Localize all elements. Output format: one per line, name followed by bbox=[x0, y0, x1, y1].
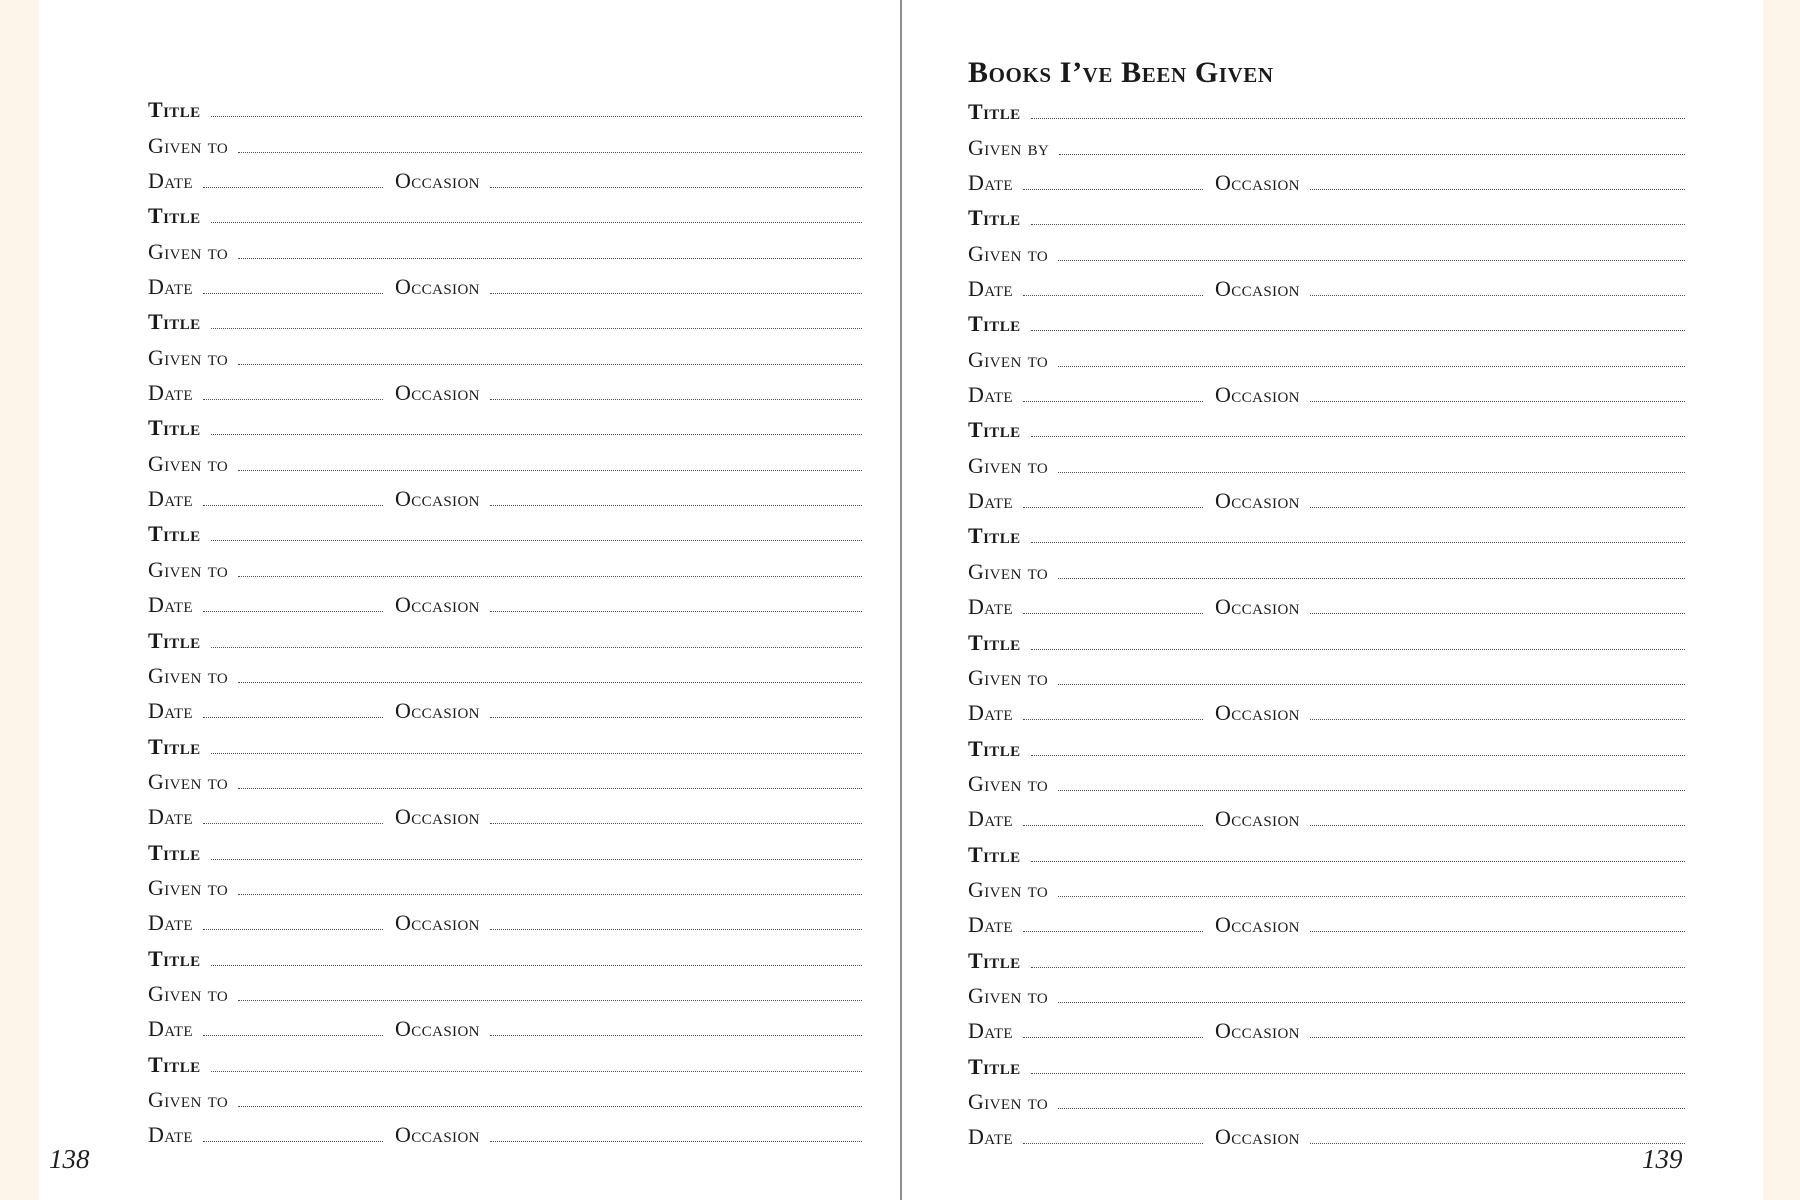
book-entry bbox=[968, 1042, 1685, 1148]
entry-date-occasion-row bbox=[968, 159, 1685, 194]
book-entry bbox=[148, 828, 862, 934]
given-label: Given to bbox=[968, 770, 1049, 796]
date-label: Date bbox=[968, 276, 1013, 302]
occasion-write-in-line bbox=[1310, 613, 1685, 614]
occasion-label: Occasion bbox=[394, 592, 480, 618]
given-label: Given to bbox=[968, 346, 1049, 372]
date-write-in-line bbox=[203, 399, 383, 400]
book-entry bbox=[148, 616, 862, 722]
entry-given-row bbox=[968, 654, 1685, 689]
page-number-right: 139 bbox=[1642, 1144, 1683, 1174]
entry-given-row bbox=[148, 333, 862, 368]
entry-given-row bbox=[148, 758, 862, 793]
occasion-label: Occasion bbox=[1214, 1124, 1300, 1150]
entry-date-occasion-row bbox=[968, 689, 1685, 724]
occasion-write-in-line bbox=[490, 293, 862, 294]
date-write-in-line bbox=[203, 187, 383, 188]
occasion-write-in-line bbox=[490, 929, 862, 930]
entry-date-occasion-row bbox=[148, 687, 862, 722]
entry-title-row bbox=[968, 406, 1685, 441]
occasion-label: Occasion bbox=[394, 168, 480, 194]
entry-given-row bbox=[148, 439, 862, 474]
given-write-in-line bbox=[238, 470, 862, 471]
given-write-in-line bbox=[1058, 472, 1685, 473]
page-number-left: 138 bbox=[49, 1144, 90, 1174]
occasion-label: Occasion bbox=[394, 698, 480, 724]
date-label: Date bbox=[968, 594, 1013, 620]
occasion-write-in-line bbox=[1310, 295, 1685, 296]
occasion-label: Occasion bbox=[394, 380, 480, 406]
occasion-write-in-line bbox=[490, 187, 862, 188]
title-write-in-line bbox=[211, 434, 862, 435]
entry-date-occasion-row bbox=[148, 793, 862, 828]
entry-title-row bbox=[148, 510, 862, 545]
title-write-in-line bbox=[1031, 330, 1685, 331]
entry-given-row bbox=[968, 866, 1685, 901]
date-label: Date bbox=[968, 170, 1013, 196]
date-label: Date bbox=[148, 804, 193, 830]
right-page-entries bbox=[968, 88, 1685, 1148]
title-write-in-line bbox=[211, 328, 862, 329]
title-write-in-line bbox=[211, 753, 862, 754]
title-label: Title bbox=[148, 733, 201, 759]
entry-title-row bbox=[968, 300, 1685, 335]
entry-title-row bbox=[148, 192, 862, 227]
left-page-entries bbox=[148, 86, 862, 1146]
date-write-in-line bbox=[203, 1035, 383, 1036]
date-label: Date bbox=[148, 910, 193, 936]
given-write-in-line bbox=[238, 894, 862, 895]
given-label: Given to bbox=[148, 238, 229, 264]
given-write-in-line bbox=[238, 576, 862, 577]
entry-given-row bbox=[968, 335, 1685, 370]
date-write-in-line bbox=[203, 505, 383, 506]
entry-date-occasion-row bbox=[968, 1113, 1685, 1148]
date-write-in-line bbox=[203, 717, 383, 718]
date-write-in-line bbox=[203, 611, 383, 612]
title-label: Title bbox=[148, 945, 201, 971]
given-label: Given to bbox=[148, 874, 229, 900]
given-label: Given to bbox=[968, 1088, 1049, 1114]
book-entry bbox=[968, 194, 1685, 300]
given-label: Given to bbox=[968, 240, 1049, 266]
title-label: Title bbox=[968, 205, 1021, 231]
title-write-in-line bbox=[211, 116, 862, 117]
occasion-label: Occasion bbox=[394, 804, 480, 830]
entry-given-row bbox=[148, 1076, 862, 1111]
date-write-in-line bbox=[1023, 931, 1203, 932]
occasion-label: Occasion bbox=[1214, 382, 1300, 408]
title-label: Title bbox=[148, 415, 201, 441]
given-label: Given to bbox=[148, 768, 229, 794]
date-label: Date bbox=[968, 488, 1013, 514]
occasion-write-in-line bbox=[1310, 825, 1685, 826]
given-label: Given to bbox=[148, 344, 229, 370]
occasion-label: Occasion bbox=[394, 486, 480, 512]
date-write-in-line bbox=[203, 929, 383, 930]
given-write-in-line bbox=[238, 1106, 862, 1107]
date-label: Date bbox=[148, 274, 193, 300]
occasion-write-in-line bbox=[490, 823, 862, 824]
entry-title-row bbox=[148, 722, 862, 757]
entry-title-row bbox=[968, 1042, 1685, 1077]
entry-given-row bbox=[968, 1078, 1685, 1113]
title-label: Title bbox=[148, 627, 201, 653]
book-entry bbox=[148, 404, 862, 510]
date-label: Date bbox=[148, 486, 193, 512]
occasion-label: Occasion bbox=[1214, 488, 1300, 514]
entry-given-row bbox=[148, 864, 862, 899]
occasion-label: Occasion bbox=[1214, 806, 1300, 832]
entry-date-occasion-row bbox=[148, 899, 862, 934]
entry-date-occasion-row bbox=[148, 1005, 862, 1040]
title-write-in-line bbox=[211, 540, 862, 541]
book-entry bbox=[148, 1040, 862, 1146]
date-label: Date bbox=[148, 1122, 193, 1148]
entry-date-occasion-row bbox=[148, 475, 862, 510]
date-write-in-line bbox=[1023, 1037, 1203, 1038]
occasion-write-in-line bbox=[490, 399, 862, 400]
entry-date-occasion-row bbox=[968, 265, 1685, 300]
date-label: Date bbox=[968, 1124, 1013, 1150]
entry-title-row bbox=[968, 512, 1685, 547]
given-write-in-line bbox=[1058, 1002, 1685, 1003]
title-write-in-line bbox=[1031, 755, 1685, 756]
date-label: Date bbox=[968, 806, 1013, 832]
title-write-in-line bbox=[211, 647, 862, 648]
title-label: Title bbox=[968, 523, 1021, 549]
title-label: Title bbox=[968, 629, 1021, 655]
date-write-in-line bbox=[1023, 825, 1203, 826]
entry-date-occasion-row bbox=[148, 263, 862, 298]
entry-date-occasion-row bbox=[968, 371, 1685, 406]
page-edge-right bbox=[1763, 0, 1800, 1200]
given-write-in-line bbox=[238, 1000, 862, 1001]
title-label: Title bbox=[968, 947, 1021, 973]
title-label: Title bbox=[148, 203, 201, 229]
title-label: Title bbox=[968, 311, 1021, 337]
title-label: Title bbox=[148, 1051, 201, 1077]
entry-given-row bbox=[148, 545, 862, 580]
given-write-in-line bbox=[1058, 1108, 1685, 1109]
book-entry bbox=[968, 724, 1685, 830]
occasion-write-in-line bbox=[490, 611, 862, 612]
date-label: Date bbox=[968, 912, 1013, 938]
entry-date-occasion-row bbox=[148, 369, 862, 404]
entry-given-row bbox=[148, 121, 862, 156]
occasion-write-in-line bbox=[490, 505, 862, 506]
entry-date-occasion-row bbox=[968, 477, 1685, 512]
entry-title-row bbox=[148, 1040, 862, 1075]
entry-date-occasion-row bbox=[148, 157, 862, 192]
title-label: Title bbox=[148, 839, 201, 865]
book-entry bbox=[148, 192, 862, 298]
entry-given-row bbox=[968, 547, 1685, 582]
occasion-write-in-line bbox=[490, 1035, 862, 1036]
given-label: Given to bbox=[968, 452, 1049, 478]
title-label: Title bbox=[968, 417, 1021, 443]
book-entry bbox=[968, 406, 1685, 512]
occasion-label: Occasion bbox=[394, 910, 480, 936]
book-entry bbox=[968, 300, 1685, 406]
title-label: Title bbox=[968, 841, 1021, 867]
entry-title-row bbox=[968, 936, 1685, 971]
occasion-label: Occasion bbox=[394, 1122, 480, 1148]
entry-date-occasion-row bbox=[968, 795, 1685, 830]
date-label: Date bbox=[148, 168, 193, 194]
occasion-write-in-line bbox=[1310, 507, 1685, 508]
occasion-label: Occasion bbox=[1214, 912, 1300, 938]
entry-given-row bbox=[968, 972, 1685, 1007]
title-write-in-line bbox=[211, 222, 862, 223]
page-edge-left bbox=[0, 0, 39, 1200]
title-write-in-line bbox=[211, 859, 862, 860]
occasion-write-in-line bbox=[1310, 1037, 1685, 1038]
title-write-in-line bbox=[1031, 436, 1685, 437]
entry-title-row bbox=[968, 88, 1685, 123]
entry-title-row bbox=[968, 194, 1685, 229]
given-write-in-line bbox=[238, 364, 862, 365]
date-label: Date bbox=[968, 382, 1013, 408]
given-write-in-line bbox=[238, 788, 862, 789]
entry-title-row bbox=[148, 404, 862, 439]
entry-title-row bbox=[968, 618, 1685, 653]
occasion-label: Occasion bbox=[1214, 170, 1300, 196]
title-write-in-line bbox=[1031, 118, 1685, 119]
title-write-in-line bbox=[1031, 861, 1685, 862]
date-label: Date bbox=[148, 380, 193, 406]
occasion-write-in-line bbox=[1310, 931, 1685, 932]
date-write-in-line bbox=[1023, 1143, 1203, 1144]
given-write-in-line bbox=[238, 682, 862, 683]
given-write-in-line bbox=[1058, 260, 1685, 261]
given-label: Given to bbox=[148, 450, 229, 476]
entry-date-occasion-row bbox=[968, 583, 1685, 618]
entry-title-row bbox=[148, 86, 862, 121]
occasion-write-in-line bbox=[1310, 1143, 1685, 1144]
title-label: Title bbox=[148, 97, 201, 123]
date-write-in-line bbox=[203, 293, 383, 294]
entry-title-row bbox=[148, 934, 862, 969]
given-write-in-line bbox=[238, 258, 862, 259]
book-entry bbox=[148, 934, 862, 1040]
given-label: Given to bbox=[148, 1086, 229, 1112]
entry-date-occasion-row bbox=[968, 901, 1685, 936]
date-write-in-line bbox=[1023, 189, 1203, 190]
given-write-in-line bbox=[1058, 684, 1685, 685]
date-write-in-line bbox=[203, 1141, 383, 1142]
title-write-in-line bbox=[211, 965, 862, 966]
given-label: Given to bbox=[148, 556, 229, 582]
book-entry bbox=[968, 88, 1685, 194]
date-write-in-line bbox=[1023, 507, 1203, 508]
occasion-write-in-line bbox=[490, 717, 862, 718]
date-label: Date bbox=[148, 592, 193, 618]
date-label: Date bbox=[148, 698, 193, 724]
date-write-in-line bbox=[203, 823, 383, 824]
entry-given-row bbox=[968, 123, 1685, 158]
page-gutter-divider bbox=[900, 0, 902, 1200]
title-write-in-line bbox=[1031, 542, 1685, 543]
title-label: Title bbox=[968, 735, 1021, 761]
book-entry bbox=[968, 830, 1685, 936]
date-write-in-line bbox=[1023, 613, 1203, 614]
book-entry bbox=[148, 722, 862, 828]
title-label: Title bbox=[968, 99, 1021, 125]
occasion-label: Occasion bbox=[1214, 594, 1300, 620]
entry-title-row bbox=[148, 298, 862, 333]
entry-title-row bbox=[148, 828, 862, 863]
page-title: Books I’ve Been Given bbox=[968, 56, 1274, 89]
entry-given-row bbox=[148, 652, 862, 687]
book-entry bbox=[148, 298, 862, 404]
date-write-in-line bbox=[1023, 401, 1203, 402]
given-label: Given to bbox=[148, 132, 229, 158]
entry-date-occasion-row bbox=[968, 1007, 1685, 1042]
entry-given-row bbox=[968, 760, 1685, 795]
given-label: Given to bbox=[968, 982, 1049, 1008]
book-entry bbox=[148, 86, 862, 192]
occasion-write-in-line bbox=[490, 1141, 862, 1142]
occasion-label: Occasion bbox=[1214, 1018, 1300, 1044]
entry-title-row bbox=[968, 830, 1685, 865]
entry-date-occasion-row bbox=[148, 581, 862, 616]
entry-date-occasion-row bbox=[148, 1111, 862, 1146]
date-label: Date bbox=[148, 1016, 193, 1042]
occasion-label: Occasion bbox=[1214, 276, 1300, 302]
book-entry bbox=[968, 936, 1685, 1042]
entry-given-row bbox=[968, 441, 1685, 476]
title-write-in-line bbox=[1031, 967, 1685, 968]
given-label: Given to bbox=[148, 980, 229, 1006]
title-label: Title bbox=[968, 1053, 1021, 1079]
given-label: Given to bbox=[968, 664, 1049, 690]
book-entry bbox=[968, 618, 1685, 724]
entry-given-row bbox=[148, 970, 862, 1005]
given-write-in-line bbox=[238, 152, 862, 153]
given-write-in-line bbox=[1058, 790, 1685, 791]
given-write-in-line bbox=[1058, 366, 1685, 367]
book-entry bbox=[148, 510, 862, 616]
title-write-in-line bbox=[1031, 649, 1685, 650]
title-write-in-line bbox=[1031, 1073, 1685, 1074]
title-label: Title bbox=[148, 309, 201, 335]
given-label: Given to bbox=[968, 558, 1049, 584]
entry-given-row bbox=[148, 227, 862, 262]
entry-given-row bbox=[968, 229, 1685, 264]
occasion-label: Occasion bbox=[1214, 700, 1300, 726]
given-write-in-line bbox=[1059, 154, 1685, 155]
date-label: Date bbox=[968, 700, 1013, 726]
occasion-write-in-line bbox=[1310, 189, 1685, 190]
date-write-in-line bbox=[1023, 295, 1203, 296]
occasion-write-in-line bbox=[1310, 401, 1685, 402]
entry-title-row bbox=[148, 616, 862, 651]
title-label: Title bbox=[148, 521, 201, 547]
title-write-in-line bbox=[211, 1071, 862, 1072]
book-entry bbox=[968, 512, 1685, 618]
given-write-in-line bbox=[1058, 578, 1685, 579]
occasion-label: Occasion bbox=[394, 1016, 480, 1042]
entry-title-row bbox=[968, 724, 1685, 759]
given-label: Given to bbox=[148, 662, 229, 688]
given-label: Given to bbox=[968, 876, 1049, 902]
given-write-in-line bbox=[1058, 896, 1685, 897]
occasion-write-in-line bbox=[1310, 719, 1685, 720]
title-write-in-line bbox=[1031, 224, 1685, 225]
date-write-in-line bbox=[1023, 719, 1203, 720]
occasion-label: Occasion bbox=[394, 274, 480, 300]
given-label: Given by bbox=[968, 134, 1050, 160]
date-label: Date bbox=[968, 1018, 1013, 1044]
